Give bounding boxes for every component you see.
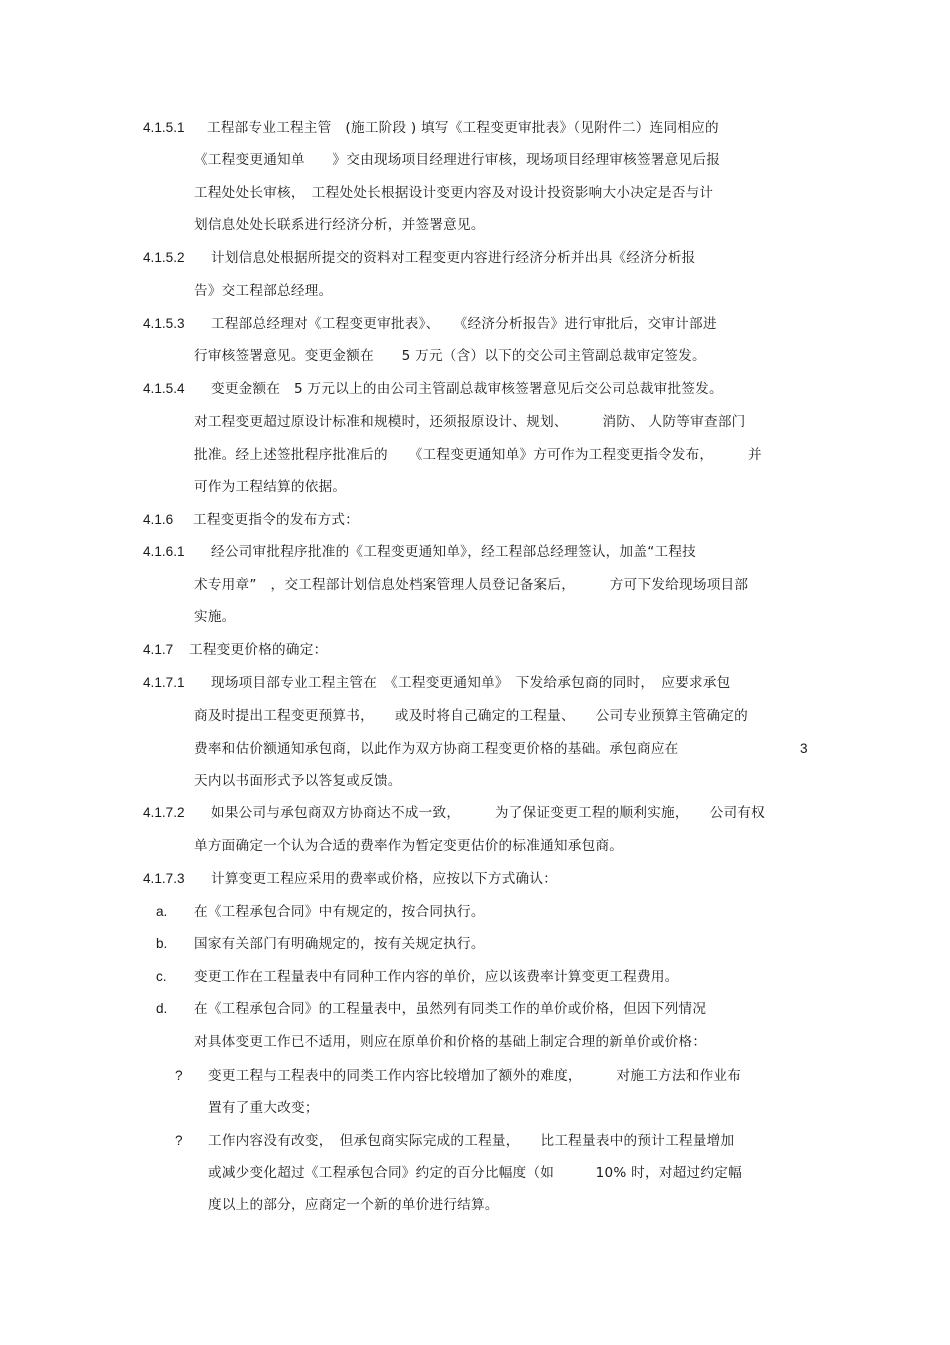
list-item: 在《工程承包合同》的工程量表中，虽然列有同类工作的单价或价格，但因下列情况 bbox=[194, 1001, 707, 1017]
clause-text: 天内以书面形式予以答复或反馈。 bbox=[194, 773, 402, 789]
days-number: 3 bbox=[800, 741, 808, 756]
clause-text: 商及时提出工程变更预算书， 或及时将自己确定的工程量、 公司专业预算主管确定的 bbox=[194, 708, 748, 724]
clause-number: 4.1.6.1 bbox=[143, 544, 185, 559]
clause-number: 4.1.7.2 bbox=[143, 805, 185, 820]
clause-text: 计划信息处根据所提交的资料对工程变更内容进行经济分析并出具《经济分析报 bbox=[211, 250, 696, 266]
clause-text: 行审核签署意见。变更金额在 5 万元（含）以下的交公司主管副总裁审定签发。 bbox=[194, 348, 706, 364]
list-item: 在《工程承包合同》中有规定的，按合同执行。 bbox=[194, 904, 485, 920]
bullet-item: 或减少变化超过《工程承包合同》约定的百分比幅度（如 10% 时，对超过约定幅 bbox=[208, 1165, 742, 1181]
list-marker: c. bbox=[156, 969, 167, 984]
clause-text: 经公司审批程序批准的《工程变更通知单》，经工程部总经理签认，加盖“工程技 bbox=[211, 544, 697, 560]
bullet-item: 置有了重大改变； bbox=[208, 1100, 319, 1116]
clause-text: 工程部专业工程主管 (施工阶段 ) 填写《工程变更审批表》（见附件二）连同相应的 bbox=[207, 120, 719, 136]
clause-number: 4.1.5.2 bbox=[143, 250, 185, 265]
clause-text: 现场项目部专业工程主管在 《工程变更通知单》 下发给承包商的同时， 应要求承包 bbox=[211, 675, 731, 691]
clause-text: 如果公司与承包商双方协商达不成一致， 为了保证变更工程的顺利实施， 公司有权 bbox=[211, 805, 765, 821]
clause-number: 4.1.5.3 bbox=[143, 316, 185, 331]
bullet-marker: ? bbox=[175, 1133, 183, 1148]
clause-text: 费率和估价额通知承包商，以此作为双方协商工程变更价格的基础。承包商应在 bbox=[194, 741, 679, 757]
section-number: 4.1.6 bbox=[143, 512, 174, 527]
clause-number: 4.1.7.3 bbox=[143, 871, 185, 886]
clause-number: 4.1.5.1 bbox=[143, 120, 185, 135]
clause-text: 告》交工程部总经理。 bbox=[194, 283, 333, 299]
list-item: 对具体变更工作已不适用，则应在原单价和价格的基础上制定合理的新单价或价格： bbox=[194, 1034, 707, 1050]
list-item: 变更工作在工程量表中有同种工作内容的单价，应以该费率计算变更工程费用。 bbox=[194, 969, 679, 985]
clause-text: 单方面确定一个认为合适的费率作为暂定变更估价的标准通知承包商。 bbox=[194, 838, 624, 854]
clause-text: 对工程变更超过原设计标准和规模时，还须报原设计、规划、 消防、 人防等审查部门 bbox=[194, 414, 746, 430]
list-item: 国家有关部门有明确规定的，按有关规定执行。 bbox=[194, 936, 485, 952]
section-number: 4.1.7 bbox=[143, 642, 174, 657]
list-marker: b. bbox=[156, 936, 168, 951]
list-marker: a. bbox=[156, 904, 168, 919]
clause-text: 《工程变更通知单 》交由现场项目经理进行审核，现场项目经理审核签署意见后报 bbox=[194, 152, 721, 168]
clause-text: 批准。经上述签批程序批准后的 《工程变更通知单》方可作为工程变更指令发布， 并 bbox=[194, 447, 762, 463]
clause-number: 4.1.7.1 bbox=[143, 675, 185, 690]
section-heading: 工程变更指令的发布方式： bbox=[193, 512, 360, 528]
clause-text: 实施。 bbox=[194, 609, 236, 625]
section-heading: 工程变更价格的确定： bbox=[189, 642, 328, 658]
clause-text: 可作为工程结算的依据。 bbox=[194, 479, 347, 495]
clause-text: 工程部总经理对《工程变更审批表》、 《经济分析报告》进行审批后，交审计部进 bbox=[211, 316, 717, 332]
bullet-item: 度以上的部分，应商定一个新的单价进行结算。 bbox=[208, 1197, 499, 1213]
bullet-item: 变更工程与工程表中的同类工作内容比较增加了额外的难度， 对施工方法和作业布 bbox=[208, 1068, 742, 1084]
clause-number: 4.1.5.4 bbox=[143, 381, 185, 396]
clause-text: 计算变更工程应采用的费率或价格，应按以下方式确认： bbox=[211, 871, 558, 887]
clause-text: 划信息处处长联系进行经济分析，并签署意见。 bbox=[194, 217, 485, 233]
bullet-marker: ? bbox=[175, 1068, 183, 1083]
list-marker: d. bbox=[156, 1001, 168, 1016]
clause-text: 工程处处长审核， 工程处处长根据设计变更内容及对设计投资影响大小决定是否与计 bbox=[194, 185, 714, 201]
bullet-item: 工作内容没有改变， 但承包商实际完成的工程量， 比工程量表中的预计工程量增加 bbox=[208, 1133, 735, 1149]
clause-text: 术专用章” ，交工程部计划信息处档案管理人员登记备案后， 方可下发给现场项目部 bbox=[194, 577, 749, 593]
clause-text: 变更金额在 5 万元以上的由公司主管副总裁审核签署意见后交公司总裁审批签发。 bbox=[211, 381, 723, 397]
